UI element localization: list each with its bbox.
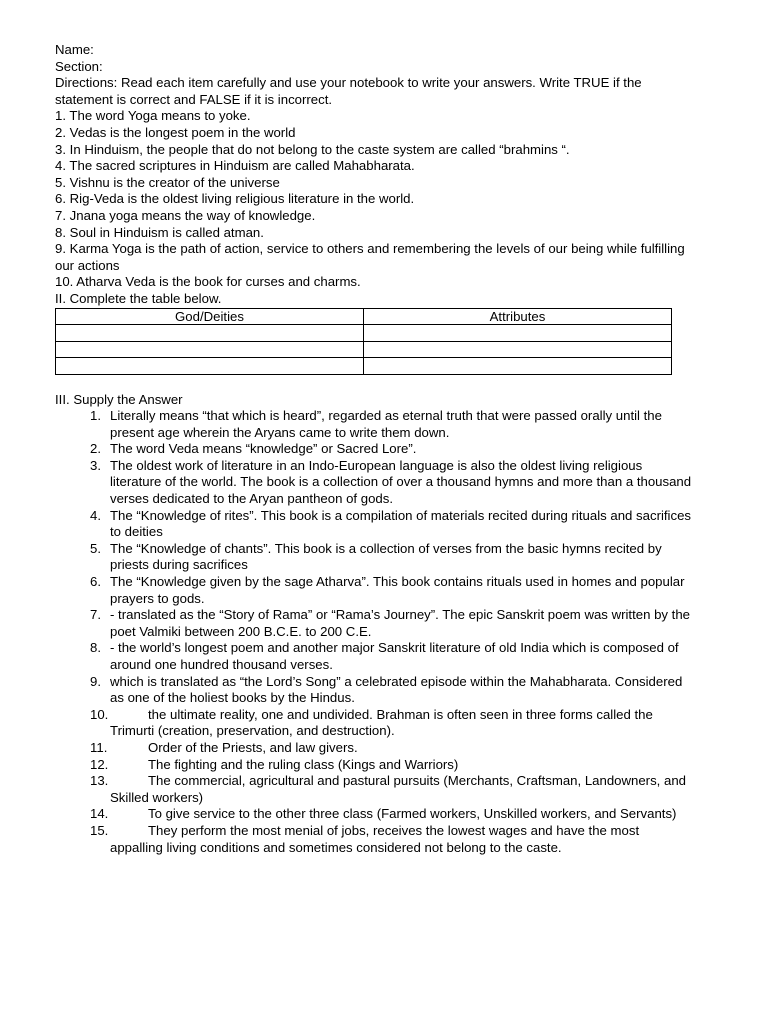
- true-false-item: 6. Rig-Veda is the oldest living religious literature in the world.: [55, 191, 415, 207]
- part2-heading: II. Complete the table below.: [55, 290, 222, 306]
- item-number: 5.: [90, 540, 101, 556]
- true-false-item: 4. The sacred scriptures in Hinduism are called Mahabharata.: [55, 158, 415, 174]
- item-text: To give service to the other three class (Farmed workers, Unskilled workers, and Servants): [148, 806, 677, 822]
- item-number: 13.: [90, 773, 109, 789]
- table-row: [56, 358, 672, 375]
- supply-answer-item: [55, 458, 695, 508]
- table-row: [56, 341, 672, 358]
- true-false-item: 7. Jnana yoga means the way of knowledge.: [55, 207, 316, 223]
- item-number: 10.: [90, 706, 109, 722]
- worksheet-content: [55, 42, 695, 856]
- item-text: Literally means “that which is heard”, regarded as eternal truth that were passed orally until the present age wherein the Aryans came to write them down.: [110, 408, 662, 440]
- item-number: 11.: [90, 739, 108, 755]
- supply-answer-item: [55, 740, 695, 757]
- item-text: The “Knowledge given by the sage Atharva”. This book contains rituals used in homes and popular prayers to gods.: [110, 574, 685, 606]
- item-text: The fighting and the ruling class (Kings and Warriors): [148, 756, 459, 772]
- item-text: The commercial, agricultural and pastural pursuits (Merchants, Craftsman, Landowners, and Skilled workers): [110, 773, 686, 805]
- item-text: The oldest work of literature in an Indo-European language is also the oldest living religious literature of the world. The book is a collection of over a thousand hymns and more than a thousand verses dedicated to the Aryan pantheon of gods.: [110, 457, 692, 507]
- true-false-item: 1. The word Yoga means to yoke.: [55, 108, 251, 124]
- table-header-row: [56, 308, 672, 325]
- table-cell[interactable]: [56, 325, 364, 342]
- table-row: [56, 325, 672, 342]
- supply-answer-item: [55, 441, 695, 458]
- true-false-item: 9. Karma Yoga is the path of action, service to others and remembering the levels of our being while fulfilling our actions: [55, 241, 685, 273]
- item-number: 12.: [90, 756, 109, 772]
- item-number: 8.: [90, 640, 101, 656]
- supply-answer-item: [55, 541, 695, 574]
- supply-answer-item: [55, 640, 695, 673]
- table-cell[interactable]: [364, 341, 672, 358]
- item-text: - translated as the “Story of Rama” or “Rama’s Journey”. The epic Sanskrit poem was written by the poet Valmiki between 200 B.C.E. to 200 C.E.: [110, 607, 690, 639]
- name-label: Name:: [55, 42, 94, 57]
- supply-answer-item: [55, 707, 695, 740]
- item-text: The word Veda means “knowledge” or Sacred Lore”.: [110, 441, 417, 457]
- item-number: 1.: [90, 408, 101, 424]
- supply-answer-item: [55, 408, 695, 441]
- item-number: 6.: [90, 574, 101, 590]
- table-cell[interactable]: [364, 358, 672, 375]
- supply-answer-item: [55, 607, 695, 640]
- supply-answer-item: [55, 574, 695, 607]
- item-number: 3.: [90, 457, 101, 473]
- supply-answer-item: [55, 508, 695, 541]
- item-number: 7.: [90, 607, 101, 623]
- supply-answer-item: [55, 773, 695, 806]
- item-number: 4.: [90, 507, 101, 523]
- column-header-gods: God/Deities: [56, 308, 364, 325]
- gods-attributes-table: [55, 308, 672, 375]
- true-false-item: 3. In Hinduism, the people that do not belong to the caste system are called “brahmins “.: [55, 141, 570, 157]
- item-text: They perform the most menial of jobs, receives the lowest wages and have the most appalling living conditions and sometimes considered not belong to the caste.: [110, 822, 640, 855]
- item-text: the ultimate reality, one and undivided. Brahman is often seen in three forms called the Trimurti (creation, preservation, and destruction).: [110, 706, 653, 739]
- true-false-item: 10. Atharva Veda is the book for curses and charms.: [55, 274, 361, 290]
- column-header-attributes: Attributes: [364, 308, 672, 325]
- item-number: 9.: [90, 673, 101, 689]
- item-text: - the world’s longest poem and another major Sanskrit literature of old India which is composed of around one hundred thousand verses.: [110, 640, 679, 672]
- table-cell[interactable]: [56, 341, 364, 358]
- supply-answer-item: [55, 823, 695, 856]
- item-number: 2.: [90, 441, 101, 457]
- directions-text: Directions: Read each item carefully and use your notebook to write your answers. Write TRUE if the statement is correct and FALSE if it is incorrect.: [55, 75, 642, 107]
- item-text: The “Knowledge of chants”. This book is a collection of verses from the basic hymns recited by priests during sacrifices: [110, 540, 662, 573]
- part3-heading: III. Supply the Answer: [55, 391, 183, 407]
- item-text: Order of the Priests, and law givers.: [148, 739, 358, 755]
- supply-answer-item: [55, 674, 695, 707]
- true-false-item: 5. Vishnu is the creator of the universe: [55, 174, 280, 190]
- item-text: The “Knowledge of rites”. This book is a compilation of materials recited during rituals and sacrifices to deities: [110, 507, 692, 540]
- true-false-list: [55, 108, 695, 291]
- item-number: 15.: [90, 822, 109, 838]
- section-label: Section:: [55, 58, 103, 74]
- table-cell[interactable]: [56, 358, 364, 375]
- supply-answer-list: [55, 408, 695, 856]
- item-number: 14.: [90, 806, 109, 822]
- table-cell[interactable]: [364, 325, 672, 342]
- true-false-item: 8. Soul in Hinduism is called atman.: [55, 224, 264, 240]
- supply-answer-item: [55, 757, 695, 774]
- true-false-item: 2. Vedas is the longest poem in the world: [55, 124, 296, 140]
- item-text: which is translated as “the Lord’s Song” a celebrated episode within the Mahabharata. Considered as one of the holiest books by the Hindus.: [110, 673, 683, 706]
- supply-answer-item: [55, 806, 695, 823]
